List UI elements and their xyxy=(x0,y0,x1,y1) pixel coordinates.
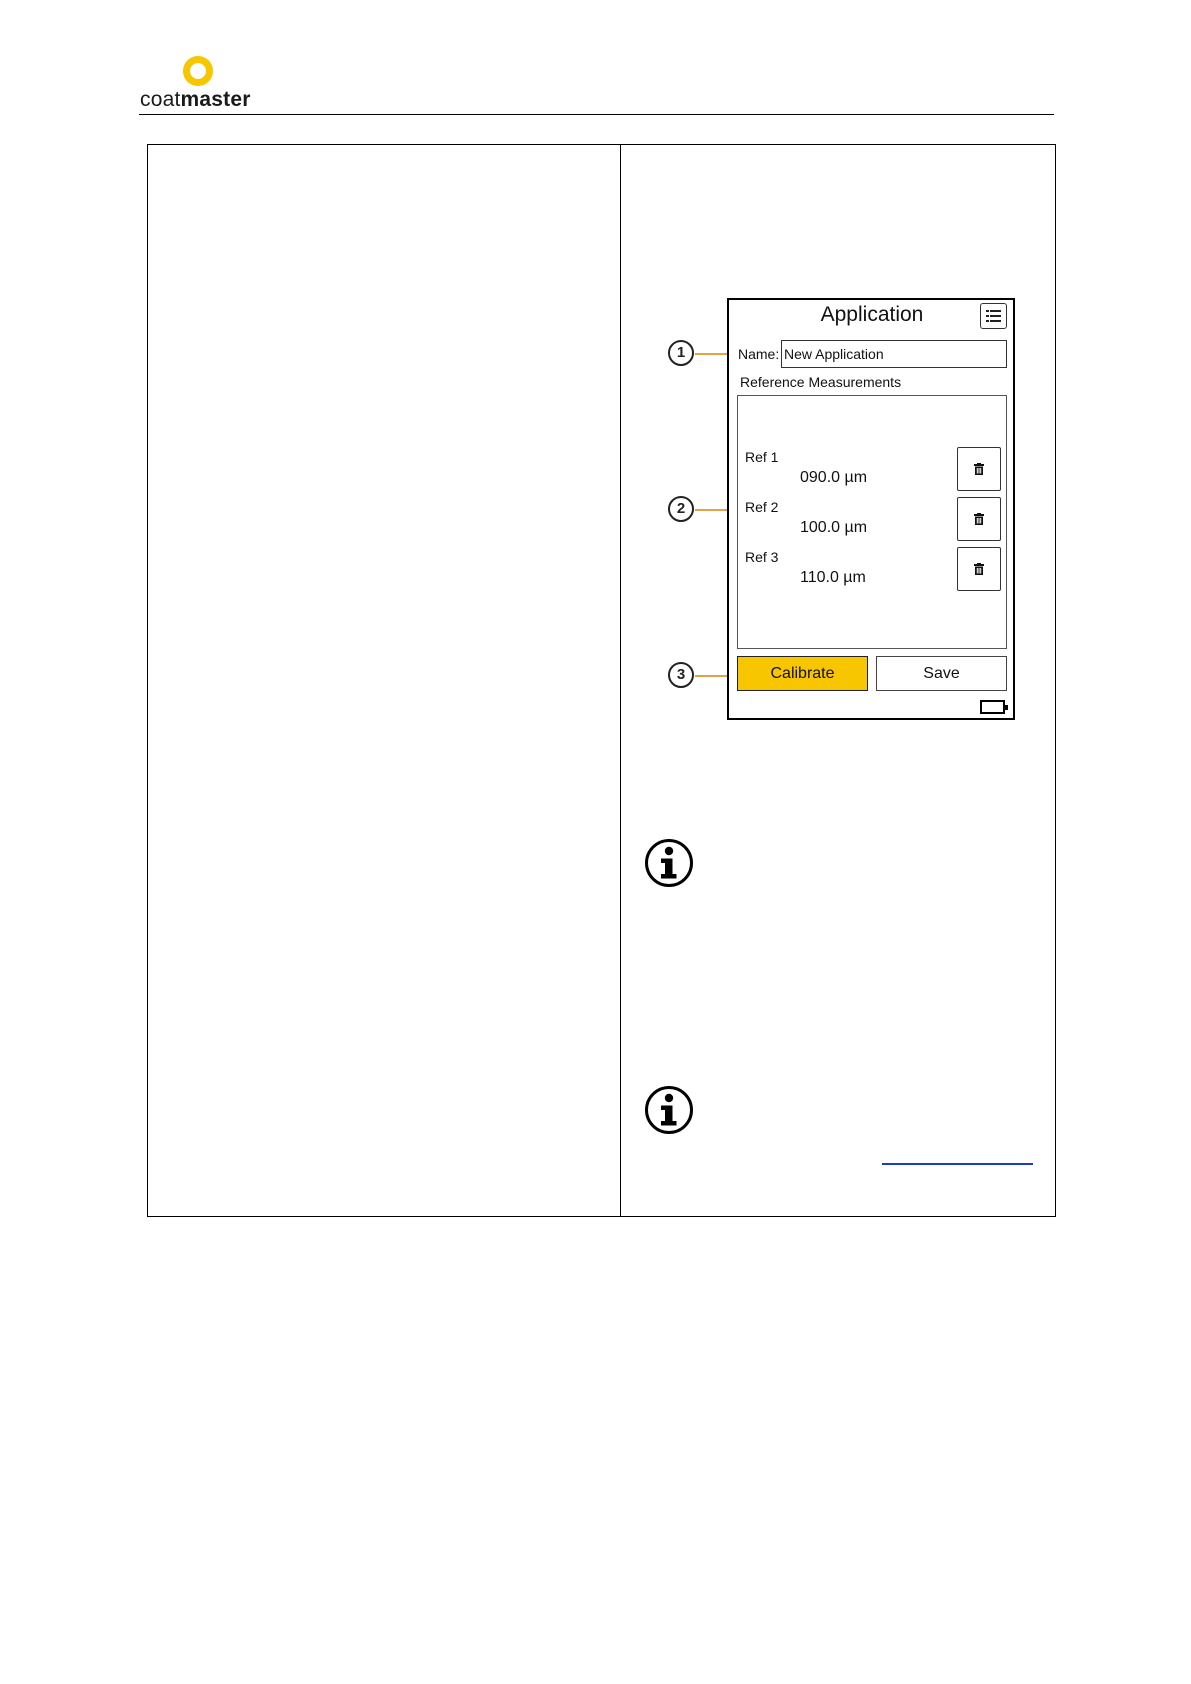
trash-icon xyxy=(974,463,984,475)
reference-measurements-list xyxy=(737,395,1007,649)
ref-name: Ref 2 xyxy=(745,499,779,515)
info-icon xyxy=(644,1085,694,1135)
reference-measurements-label: Reference Measurements xyxy=(740,374,902,390)
callout-2-line xyxy=(695,509,728,511)
menu-icon xyxy=(986,309,1001,323)
hyperlink-underline[interactable] xyxy=(882,1163,1033,1165)
ref-name: Ref 3 xyxy=(745,549,779,565)
callout-3: 3 xyxy=(668,662,694,688)
callout-1: 1 xyxy=(668,340,694,366)
header-rule xyxy=(139,114,1054,115)
column-divider xyxy=(620,145,621,1216)
ref-row-3 xyxy=(738,547,1006,593)
callout-1-line xyxy=(695,353,728,355)
ref-value: 110.0 µm xyxy=(800,569,866,586)
application-name-input[interactable] xyxy=(781,340,1007,368)
logo-ring-icon xyxy=(183,56,213,86)
coatmaster-logo xyxy=(140,54,270,110)
menu-button[interactable] xyxy=(980,303,1007,329)
callout-2: 2 xyxy=(668,496,694,522)
calibrate-button[interactable]: Calibrate xyxy=(737,656,868,691)
trash-icon xyxy=(974,513,984,525)
ref-value: 100.0 µm xyxy=(800,519,868,536)
trash-icon xyxy=(974,563,984,575)
ref-row-2 xyxy=(738,497,1006,543)
ref-value: 090.0 µm xyxy=(800,469,868,486)
battery-icon xyxy=(980,700,1005,714)
name-label: Name: xyxy=(738,346,780,362)
save-button[interactable]: Save xyxy=(876,656,1007,691)
delete-ref-2-button[interactable] xyxy=(957,497,1001,541)
screen-title: Application xyxy=(820,303,924,326)
ref-row-1 xyxy=(738,447,1006,493)
callout-3-line xyxy=(695,675,728,677)
delete-ref-3-button[interactable] xyxy=(957,547,1001,591)
ref-name: Ref 1 xyxy=(745,449,779,465)
delete-ref-1-button[interactable] xyxy=(957,447,1001,491)
application-screen xyxy=(727,298,1015,720)
logo-wordmark: coatmaster xyxy=(140,88,251,111)
info-icon xyxy=(644,838,694,888)
